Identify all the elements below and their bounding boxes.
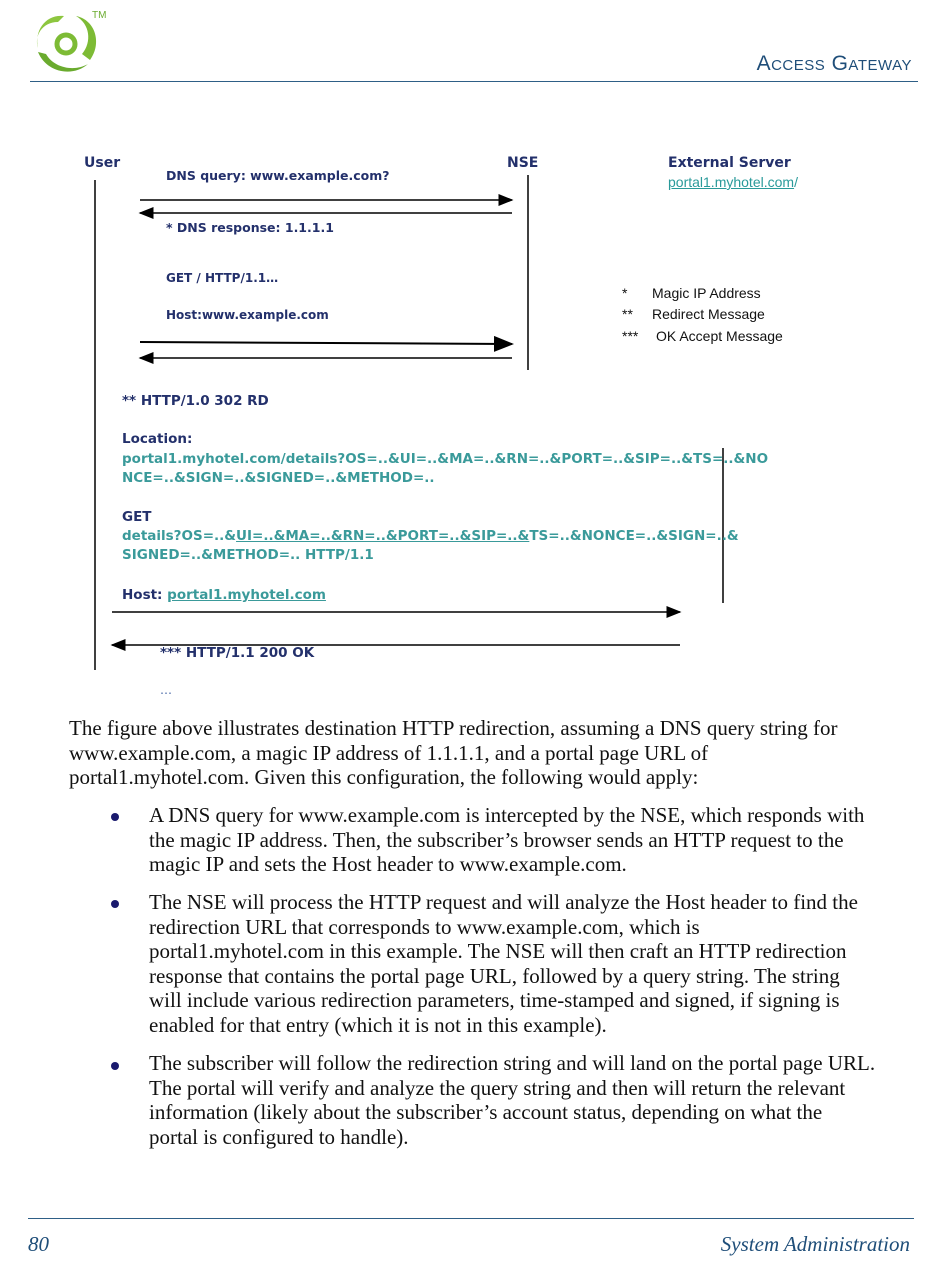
- dns-response-text: * DNS response: 1.1.1.1: [166, 220, 334, 235]
- user-label: User: [84, 155, 121, 171]
- server-url-link[interactable]: portal1.myhotel.com: [668, 174, 795, 190]
- server-url: portal1.myhotel.com/: [668, 174, 798, 190]
- location-url-line: NCE=..&SIGN=..&SIGNED=..&METHOD=..: [122, 470, 435, 486]
- legend-item: *** OK Accept Message: [622, 328, 783, 344]
- ellipsis-text: …: [160, 683, 172, 697]
- host-line: Host: portal1.myhotel.com: [122, 587, 326, 603]
- get-request-line: SIGNED=..&METHOD=.. HTTP/1.1: [122, 547, 374, 563]
- nse-label: NSE: [507, 155, 539, 171]
- footer-rule: [28, 1218, 914, 1219]
- bullet-icon: [111, 813, 119, 821]
- host-header-text: Host:www.example.com: [166, 308, 329, 322]
- bullet-icon: [111, 900, 119, 908]
- location-label: Location:: [122, 431, 193, 447]
- ok-status-text: *** HTTP/1.1 200 OK: [160, 645, 315, 661]
- dns-query-text: DNS query: www.example.com?: [166, 168, 390, 183]
- intro-paragraph: The figure above illustrates destination HTTP redirection, assuming a DNS query string for www.example.com, a magic IP address of 1.1.1.1, and a portal page URL of portal1.myhotel.com. Given this configuration, the following would apply:: [69, 716, 838, 789]
- bullet-item: A DNS query for www.example.com is intercepted by the NSE, which responds with the magic IP address. Then, the subscriber’s browser sends an HTTP request to the magic IP and sets the Host header to www.example.com.: [149, 803, 865, 876]
- get-label: GET: [122, 509, 152, 525]
- get-request-line: details?OS=..&UI=..&MA=..&RN=..&PORT=..&SIP=..&TS=..&NONCE=..&SIGN=..&: [122, 528, 739, 544]
- portal-host-link[interactable]: portal1.myhotel.com: [167, 587, 326, 603]
- legend-item: * Magic IP Address: [622, 285, 761, 301]
- footer-section-title: System Administration: [720, 1232, 910, 1256]
- trademark-mark: TM: [92, 10, 107, 21]
- page-number: 80: [28, 1232, 49, 1256]
- bullet-icon: [111, 1062, 119, 1070]
- bullet-item: The NSE will process the HTTP request and will analyze the Host header to find the redirection URL that corresponds to www.example.com, which is portal1.myhotel.com in this example. The NSE will then craft an HTTP redirection response that contains the portal page URL, followed by a query string. The string will include various redirection parameters, time-stamped and signed, if signing is enabled for that entry (which it is not in this example).: [149, 890, 858, 1037]
- external-server-label: External Server: [668, 155, 791, 171]
- running-header: Access Gateway: [756, 52, 912, 75]
- http-get-text: GET / HTTP/1.1…: [166, 271, 279, 285]
- legend-item: ** Redirect Message: [622, 306, 765, 322]
- http-get-arrow: [140, 342, 512, 344]
- bullet-item: The subscriber will follow the redirection string and will land on the portal page URL. The portal will verify and analyze the query string and then will return the relevant information (likely about the subscriber’s account status, depending on what the portal is configured to handle).: [149, 1051, 876, 1149]
- location-url-line: portal1.myhotel.com/details?OS=..&UI=..&MA=..&RN=..&PORT=..&SIP=..&TS=..&NO: [122, 451, 769, 467]
- redirect-status-text: ** HTTP/1.0 302 RD: [122, 393, 269, 409]
